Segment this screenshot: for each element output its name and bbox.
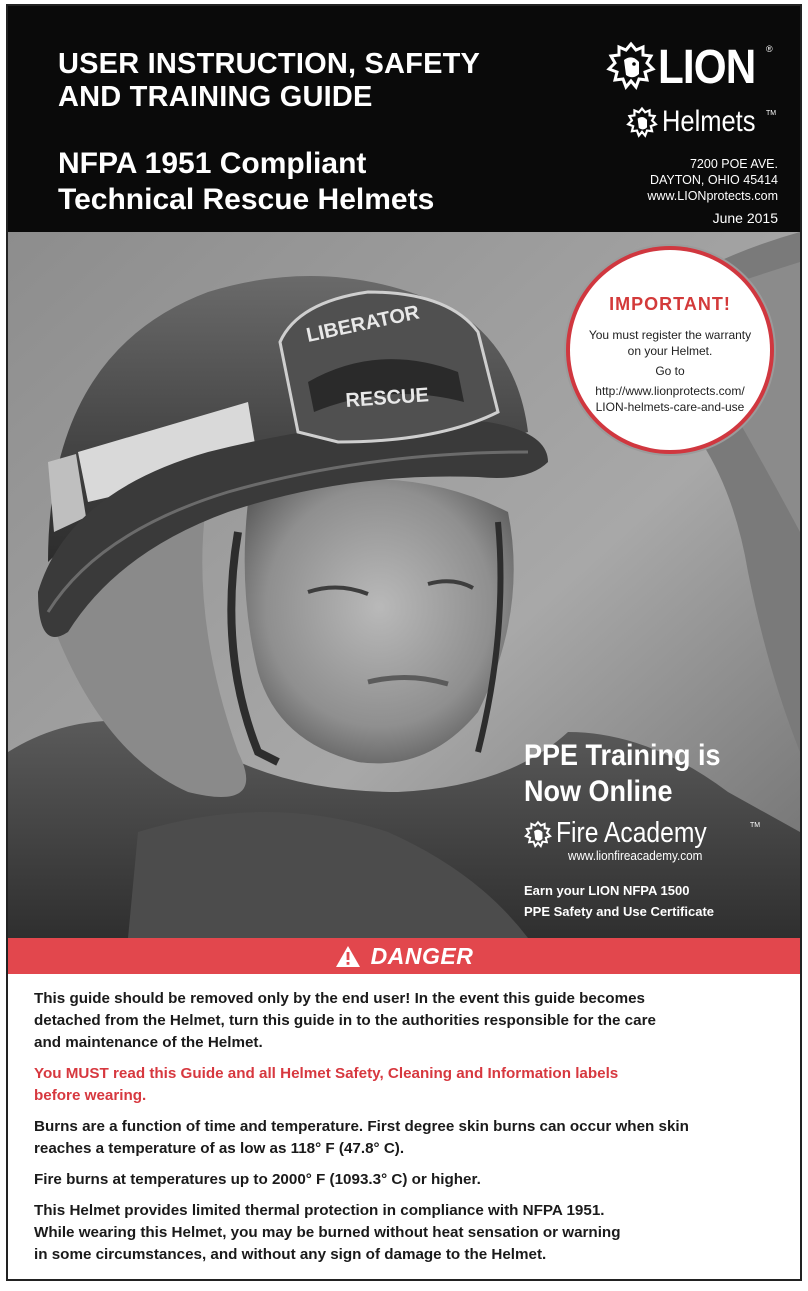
removal-notice: This guide should be removed only by the end user! In the event this guide becomes detached from the Helmet, turn this guide in to the authorities responsible for the care and maintenance of the Helmet.: [34, 990, 656, 1051]
helmets-logo: Helmets TM: [626, 104, 786, 144]
fire-temperature-info: Fire burns at temperatures up to 2000° F (1093.3° C) or higher.: [34, 1171, 481, 1188]
danger-label: DANGER: [370, 942, 474, 969]
lion-head-icon: [626, 106, 658, 140]
company-website[interactable]: www.LIONprotects.com: [647, 189, 778, 203]
warning-triangle-icon: [335, 945, 361, 968]
helmet-badge-top-text: LIBERATOR: [304, 301, 422, 347]
company-address: 7200 POE AVE. DAYTON, OHIO 45414 www.LIONprotects.com: [647, 157, 778, 203]
important-title: IMPORTANT!: [609, 294, 731, 314]
burns-info: Burns are a function of time and temperature. First degree skin burns can occur when skin reaches a temperature of as low as 118° F (47.8° C).: [34, 1118, 689, 1157]
fire-academy-url[interactable]: www.lionfireacademy.com: [568, 848, 703, 863]
guide-cover: [6, 4, 802, 1281]
lion-logo: LION ®: [606, 40, 776, 100]
read-guide-warning: You MUST read this Guide and all Helmet Safety, Cleaning and Information labels before wearing.: [34, 1065, 619, 1104]
header: [8, 6, 800, 232]
document-subtitle: NFPA 1951 Compliant Technical Rescue Helmets: [58, 147, 435, 216]
document-title: USER INSTRUCTION, SAFETY AND TRAINING GUIDE: [58, 48, 481, 113]
helmet-badge-bottom-text: RESCUE: [344, 384, 430, 412]
training-headline: PPE Training is Now Online: [524, 739, 721, 808]
danger-text: [34, 988, 774, 1275]
important-callout: [570, 250, 770, 450]
fire-academy-logo: Fire Academy TM www.lionfireacademy.com: [524, 818, 784, 868]
training-promo: [524, 738, 784, 922]
publication-date: June 2015: [712, 210, 778, 226]
thermal-protection-info: This Helmet provides limited thermal protection in compliance with NFPA 1951. While wearing this Helmet, you may be burned without heat sensation or warning in some circumstances, and without any sign of damage to the Helmet.: [34, 1202, 621, 1263]
warranty-link[interactable]: http://www.lionprotects.com/ LION-helmets-care-and-use: [595, 384, 745, 414]
important-body: You must register the warranty on your Helmet. Go to http://www.lionprotects.com/ LION-helmets-care-and-use: [570, 327, 770, 415]
certificate-text: Earn your LION NFPA 1500 PPE Safety and Use Certificate: [524, 883, 715, 919]
lion-head-icon: [606, 40, 656, 94]
lion-head-icon: [524, 820, 552, 850]
danger-banner: [8, 938, 800, 974]
